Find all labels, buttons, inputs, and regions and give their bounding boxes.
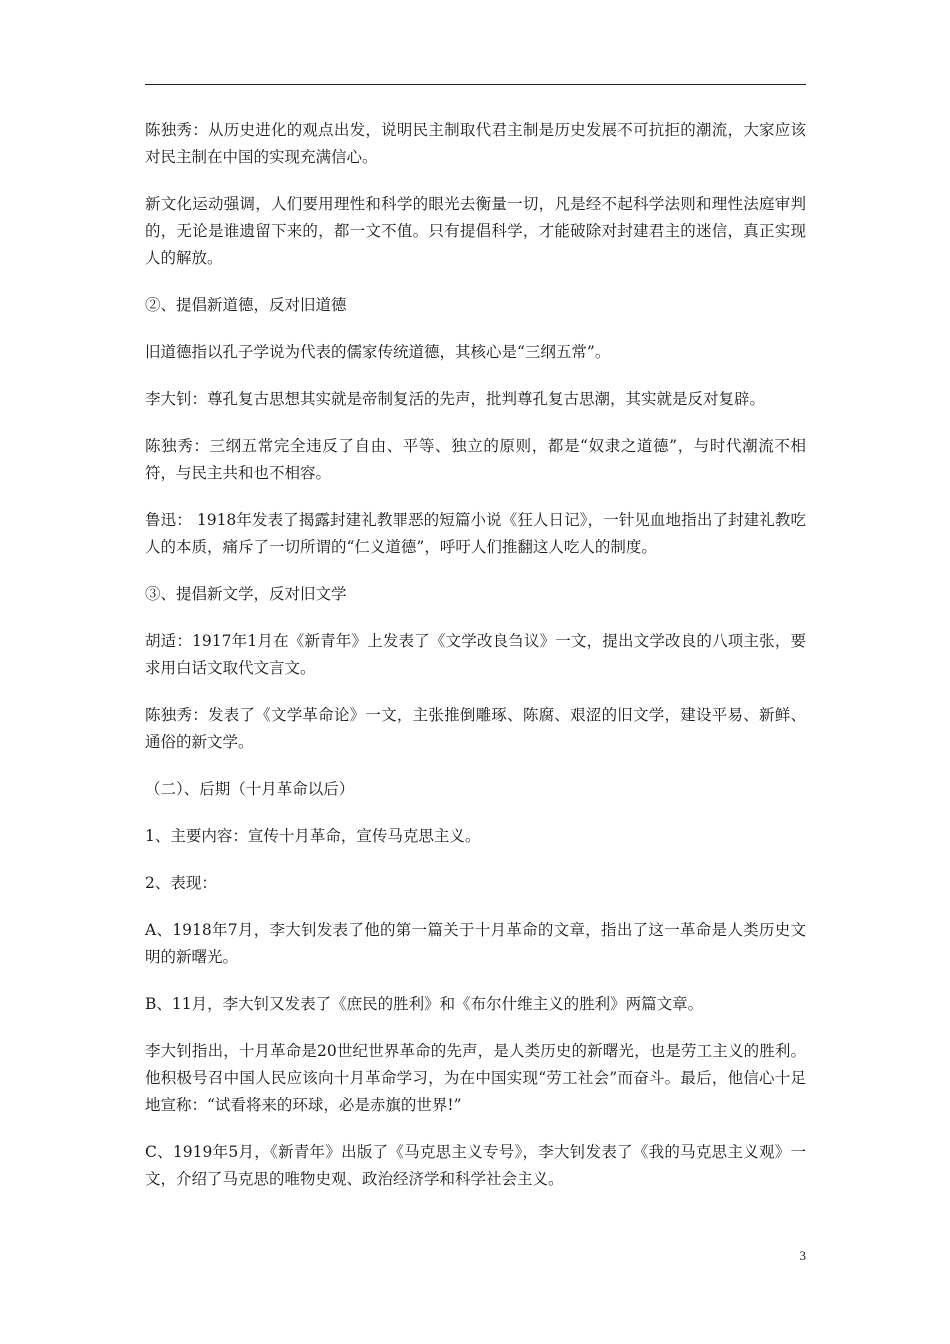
paragraph-item-a: A、1918年7月，李大钊发表了他的第一篇关于十月革命的文章，指出了这一革命是人类历史文明的新曙光。	[145, 921, 806, 966]
section-heading-later-period: （二）、后期（十月革命以后）	[145, 780, 355, 798]
paragraph-chen-duxiu-three-bonds: 陈独秀：三纲五常完全违反了自由、平等、独立的原则，都是“奴隶之道德”，与时代潮流不相符，与民主共和也不相容。	[145, 437, 806, 482]
document-body	[145, 117, 806, 1213]
page-number: 3	[799, 1248, 806, 1263]
section-heading-new-morality: ②、提倡新道德，反对旧道德	[145, 296, 347, 314]
paragraph-lu-xun: 鲁迅： 1918年发表了揭露封建礼教罪恶的短篇小说《狂人日记》，一针见血地指出了封建礼教吃人的本质，痛斥了一切所谓的“仁义道德”，呼吁人们推翻这人吃人的制度。	[145, 511, 806, 556]
header-rule	[145, 84, 806, 85]
paragraph-chen-duxiu-democracy: 陈独秀：从历史进化的观点出发，说明民主制取代君主制是历史发展不可抗拒的潮流，大家应该对民主制在中国的实现充满信心。	[145, 121, 806, 166]
paragraph-item-b: B、11月，李大钊又发表了《庶民的胜利》和《布尔什维主义的胜利》两篇文章。	[145, 995, 704, 1013]
paragraph-li-dazhao-confucius: 李大钊：尊孔复古思想其实就是帝制复活的先声，批判尊孔复古思潮，其实就是反对复辟。	[145, 390, 766, 408]
section-heading-new-literature: ③、提倡新文学，反对旧文学	[145, 585, 347, 603]
paragraph-new-culture-science: 新文化运动强调，人们要用理性和科学的眼光去衡量一切，凡是经不起科学法则和理性法庭审判的，无论是谁遗留下来的，都一文不值。只有提倡科学，才能破除对封建君主的迷信，真正实现人的解放。	[145, 195, 806, 267]
paragraph-old-morality: 旧道德指以孔子学说为代表的儒家传统道德，其核心是“三纲五常”。	[145, 343, 611, 361]
paragraph-li-dazhao-october: 李大钊指出，十月革命是20世纪世界革命的先声，是人类历史的新曙光，也是劳工主义的胜利。他积极号召中国人民应该向十月革命学习，为在中国实现“劳工社会”而奋斗。最后，他信心十足地宣称：“试看将来的环球，必是赤旗的世界!”	[145, 1042, 806, 1114]
paragraph-main-content: 1、主要内容：宣传十月革命，宣传马克思主义。	[145, 827, 481, 845]
paragraph-manifestation-heading: 2、表现：	[145, 874, 217, 892]
paragraph-item-c: C、1919年5月，《新青年》出版了《马克思主义专号》，李大钊发表了《我的马克思主义观》一文，介绍了马克思的唯物史观、政治经济学和科学社会主义。	[145, 1143, 806, 1188]
paragraph-chen-duxiu-literature: 陈独秀：发表了《文学革命论》一文，主张推倒雕琢、陈腐、艰涩的旧文学，建设平易、新鲜、通俗的新文学。	[145, 706, 806, 751]
paragraph-hu-shi: 胡适：1917年1月在《新青年》上发表了《文学改良刍议》一文，提出文学改良的八项主张，要求用白话文取代文言文。	[145, 632, 806, 677]
